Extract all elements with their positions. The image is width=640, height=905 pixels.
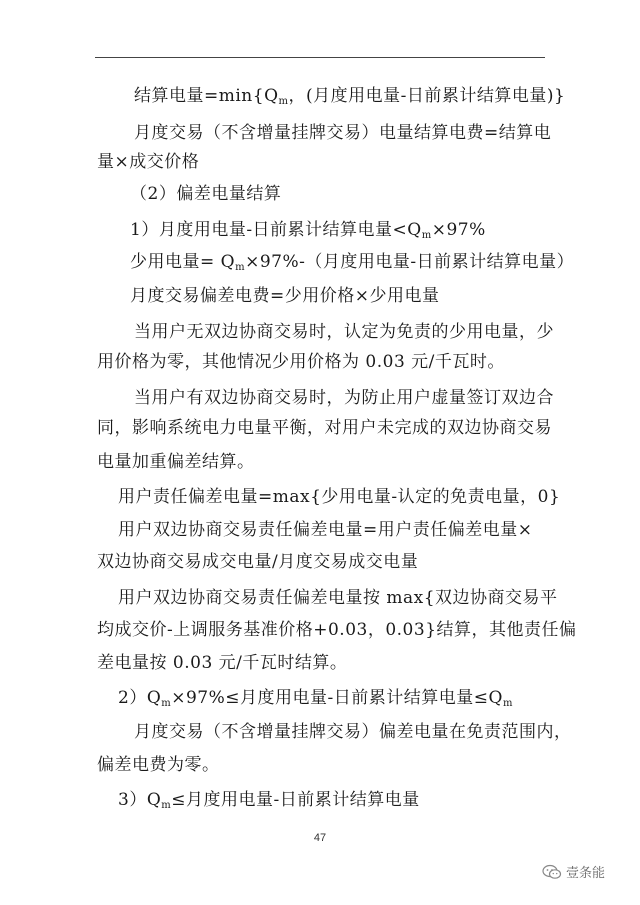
text-line: 差电量按 0.03 元/千瓦时结算。 xyxy=(97,653,348,673)
text-line: 偏差电费为零。 xyxy=(97,755,220,775)
text-line: 用价格为零，其他情况少用价格为 0.03 元/千瓦时。 xyxy=(97,352,505,372)
text-line: 同，影响系统电力电量平衡，对用户未完成的双边协商交易 xyxy=(97,418,552,438)
text-line: 用户双边协商交易责任偏差电量=用户责任偏差电量× xyxy=(118,520,533,540)
text-line: 双边协商交易成交电量/月度交易成交电量 xyxy=(97,552,419,572)
watermark-label: 壹条能 xyxy=(566,866,606,881)
text-line: $3)Q_m\le$月度用电量-日前累计结算电量 xyxy=(118,790,420,811)
text-line: 量×成交价格 xyxy=(97,152,200,172)
header-rule xyxy=(95,57,545,58)
text-line: 用户责任偏差电量=max{少用电量-认定的免责电量，0} xyxy=(118,487,561,507)
text-line: 1）月度用电量-日前累计结算电量$<Q_m\times 97\%$ xyxy=(130,220,486,241)
text-line: 用户双边协商交易责任偏差电量按 max{双边协商交易平 xyxy=(118,588,558,608)
section-heading: （2）偏差电量结算 xyxy=(130,184,282,204)
page-number: 47 xyxy=(313,832,327,844)
text-line: 电量加重偏差结算。 xyxy=(97,452,255,472)
text-line: $2)Q_m\times 97\%\le$月度用电量-日前累计结算电量$\le Q_m$ xyxy=(118,688,513,709)
text-line: 月度交易（不含增量挂牌交易）偏差电量在免责范围内， xyxy=(134,722,572,742)
text-line: 月度交易（不含增量挂牌交易）电量结算电费=结算电 xyxy=(134,123,552,143)
wechat-icon xyxy=(542,864,562,880)
text-line: 当用户有双边协商交易时，为防止用户虚量签订双边合 xyxy=(134,388,554,408)
text-line: 当用户无双边协商交易时，认定为免责的少用电量，少 xyxy=(134,322,554,342)
text-line: 少用电量= $Q_m\times 97\%-$（月度用电量-日前累计结算电量） xyxy=(130,252,575,273)
text-line: 均成交价-上调服务基准价格+0.03，0.03}结算，其他责任偏 xyxy=(97,620,577,640)
watermark xyxy=(542,862,605,881)
text-line: 月度交易偏差电费=少用价格×少用电量 xyxy=(130,286,440,306)
text-line: 结算电量$=\min\{Q_m$，(月度用电量-日前累计结算电量)} xyxy=(134,86,566,107)
